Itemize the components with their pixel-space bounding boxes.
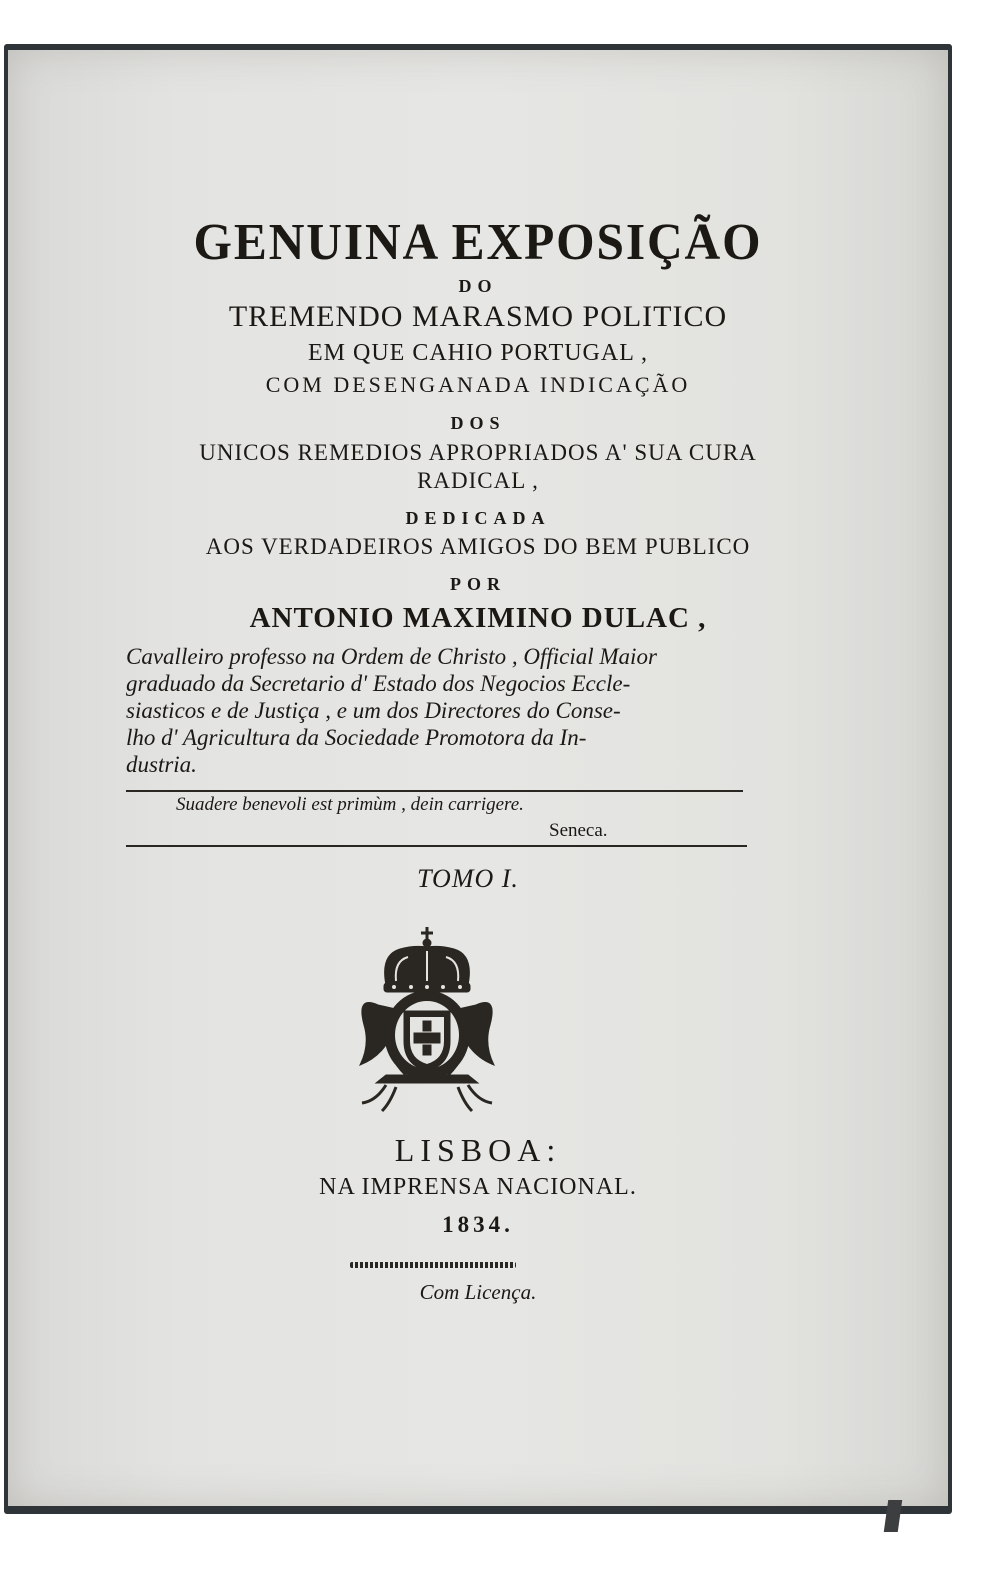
subtitle-line-5: RADICAL , — [417, 468, 539, 493]
ornamental-rule — [350, 1262, 516, 1268]
city: LISBOA: — [394, 1132, 562, 1168]
author-description-line: siasticos e de Justiça , e um dos Directores do Conse- — [126, 698, 621, 723]
bottom-rule — [126, 845, 747, 847]
volume-label: TOMO I. — [417, 864, 519, 893]
author-description — [126, 643, 751, 778]
subtitle-line-3: COM DESENGANADA INDICAÇÃO — [265, 372, 691, 397]
subtitle-line-2: EM QUE CAHIO PORTUGAL , — [308, 340, 648, 366]
author-description-line: Cavalleiro professo na Ordem de Christo , Official Maior — [126, 644, 657, 669]
printer: NA IMPRENSA NACIONAL. — [319, 1174, 637, 1200]
title-page — [8, 50, 948, 1506]
motto: Suadere benevoli est primùm , dein carrigere. — [176, 794, 524, 815]
connector-dos: DOS — [450, 413, 506, 433]
subtitle-line-4: UNICOS REMEDIOS APROPRIADOS A' SUA CURA — [199, 440, 757, 465]
page-title: GENUINA EXPOSIÇÃO — [193, 214, 763, 271]
top-rule — [126, 790, 743, 792]
portuguese-royal-arms-icon — [356, 925, 498, 1115]
license-note: Com Licença. — [419, 1280, 537, 1304]
subtitle-line-1: TREMENDO MARASMO POLITICO — [228, 300, 728, 333]
author-name: ANTONIO MAXIMINO DULAC , — [249, 602, 707, 634]
bookmark-ribbon — [884, 1500, 902, 1532]
connector-do: DO — [458, 276, 498, 296]
publication-year: 1834. — [442, 1212, 514, 1237]
author-description-line: lho d' Agricultura da Sociedade Promotora da In- — [126, 725, 587, 750]
motto-source: Seneca. — [549, 820, 608, 841]
author-description-line: dustria. — [126, 752, 197, 777]
por-label: POR — [450, 574, 506, 594]
dedicada-label: DEDICADA — [405, 508, 551, 528]
author-description-line: graduado da Secretario d' Estado dos Negocios Eccle- — [126, 671, 631, 696]
dedication-line: AOS VERDADEIROS AMIGOS DO BEM PUBLICO — [205, 534, 751, 559]
